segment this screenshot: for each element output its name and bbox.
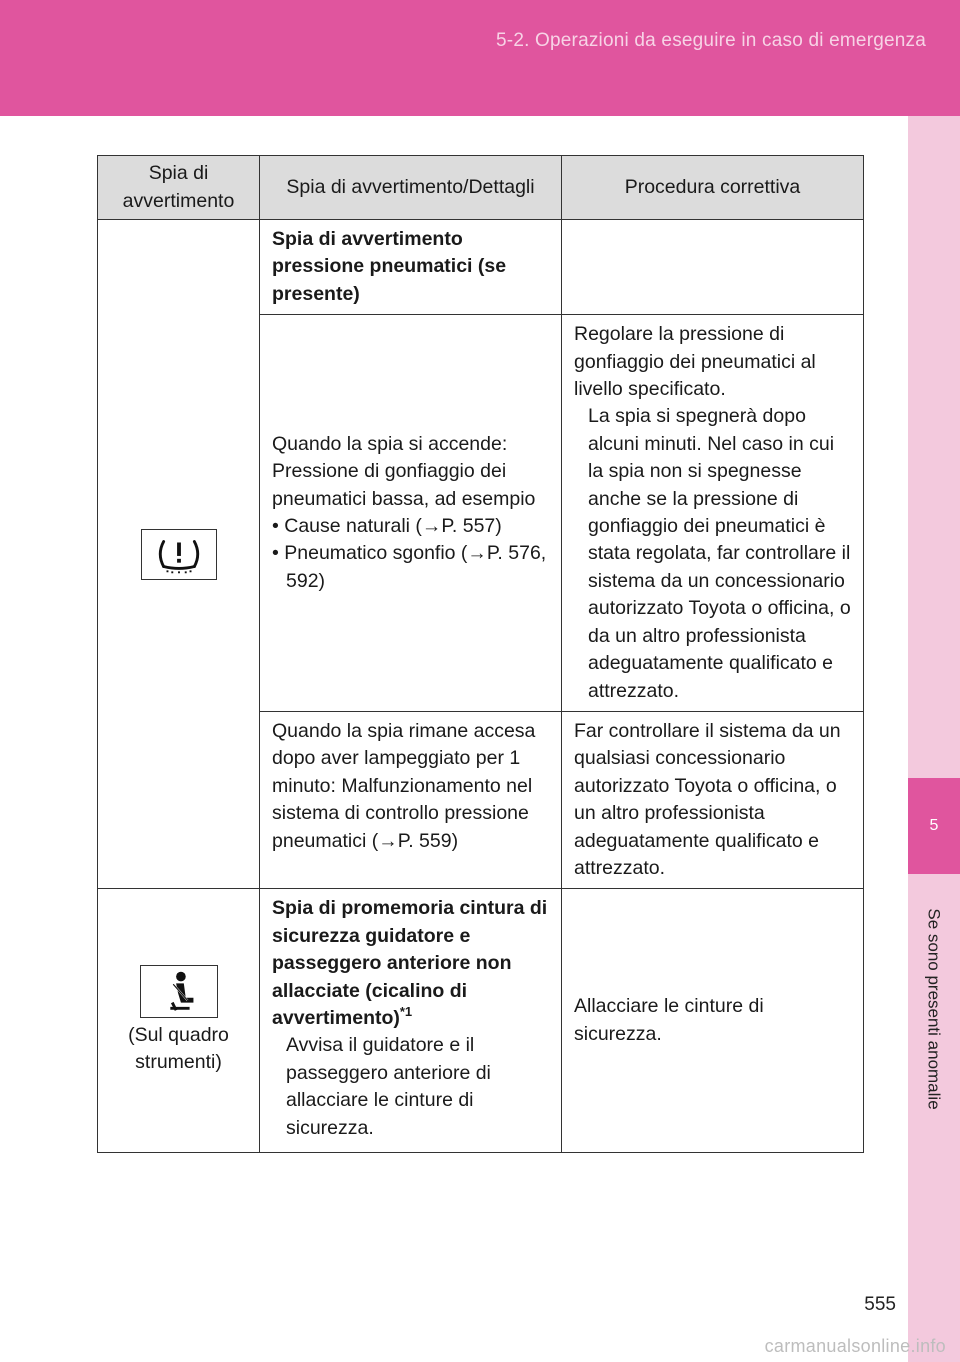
seatbelt-icon-cell: [98, 889, 260, 1153]
tpms-title-cell: [260, 220, 562, 315]
seatbelt-reminder-icon: [140, 965, 218, 1018]
warning-table: [97, 155, 864, 1153]
tpms-malfunction-cell: [260, 711, 562, 888]
section-title: 5-2. Operazioni da eseguire in caso di emergenza: [496, 30, 926, 51]
table-row: [98, 220, 864, 315]
seatbelt-detail-cell: [260, 889, 562, 1153]
seatbelt-icon-caption: (Sul quadro strumenti): [128, 1023, 229, 1074]
table-header-row: [98, 156, 864, 220]
tpms-detail-bullet: • Pneumatico sgonfio (→P. 576, 592): [272, 542, 547, 592]
header-band: [0, 0, 960, 116]
footnote-marker: *1: [399, 1004, 413, 1020]
side-band: [908, 116, 960, 1362]
header-cell: Spia di avvertimento/Dettagli: [260, 156, 562, 220]
tpms-malfunction-action: Far controllare il sistema da un qualsiasi concessionario autorizzato Toyota o officina, o un altro professionista adeguatamente qualificato e attrezzato.: [574, 719, 841, 879]
table-row: [98, 889, 864, 1153]
tpms-action-note: La spia si spegnerà dopo alcuni minuti. Nel caso in cui la spia non si spegnesse anche se la pressione di gonfiaggio dei pneumatici è stata regolata, far controllare il sistema da un concessionario autorizzato Toyota o officina, o da un altro professionista adeguatamente qualificato e attrezzato.: [588, 405, 851, 702]
tpms-detail-intro: Quando la spia si accende: Pressione di gonfiaggio dei pneumatici bassa, ad esempio: [272, 432, 536, 510]
tpms-icon-cell: [98, 220, 260, 889]
header-cell: Procedura correttiva: [562, 156, 864, 220]
chapter-tab[interactable]: [908, 778, 960, 874]
seatbelt-title: [272, 895, 549, 1032]
tpms-malfunction-text: Quando la spia rimane accesa dopo aver lampeggiato per 1 minuto: Malfunzionamento nel sistema di controllo pressione pneumatici (→P. 559): [272, 719, 536, 852]
chapter-number: 5: [929, 817, 939, 834]
chapter-title-vertical: [908, 874, 960, 1144]
page-number: 555: [864, 1294, 896, 1315]
chapter-title: Se sono presenti anomalie: [925, 908, 945, 1110]
tpms-detail-bullet: • Cause naturali (→P. 557): [272, 515, 502, 538]
tire-pressure-warning-icon: [141, 529, 217, 580]
tpms-malfunction-action-cell: [562, 711, 864, 888]
header-cell: Spia di avvertimento: [98, 156, 260, 220]
empty-cell: [562, 220, 864, 315]
watermark: carmanualsonline.info: [764, 1336, 946, 1356]
tpms-action-cell: [562, 315, 864, 712]
seatbelt-title-text: Spia di promemoria cintura di sicurezza guidatore e passeggero anteriore non allacciate (cicalino di avvertimento): [272, 897, 548, 1029]
seatbelt-description: Avvisa il guidatore e il passeggero anteriore di allacciare le cinture di sicurezza.: [286, 1034, 491, 1139]
seatbelt-action: Allacciare le cinture di sicurezza.: [574, 995, 764, 1045]
tpms-action-main: Regolare la pressione di gonfiaggio dei pneumatici al livello specificato.: [574, 323, 816, 401]
tpms-detail-cell: [260, 315, 562, 712]
tpms-title: Spia di avvertimento pressione pneumatici (se presente): [272, 228, 507, 305]
seatbelt-action-cell: [562, 889, 864, 1153]
